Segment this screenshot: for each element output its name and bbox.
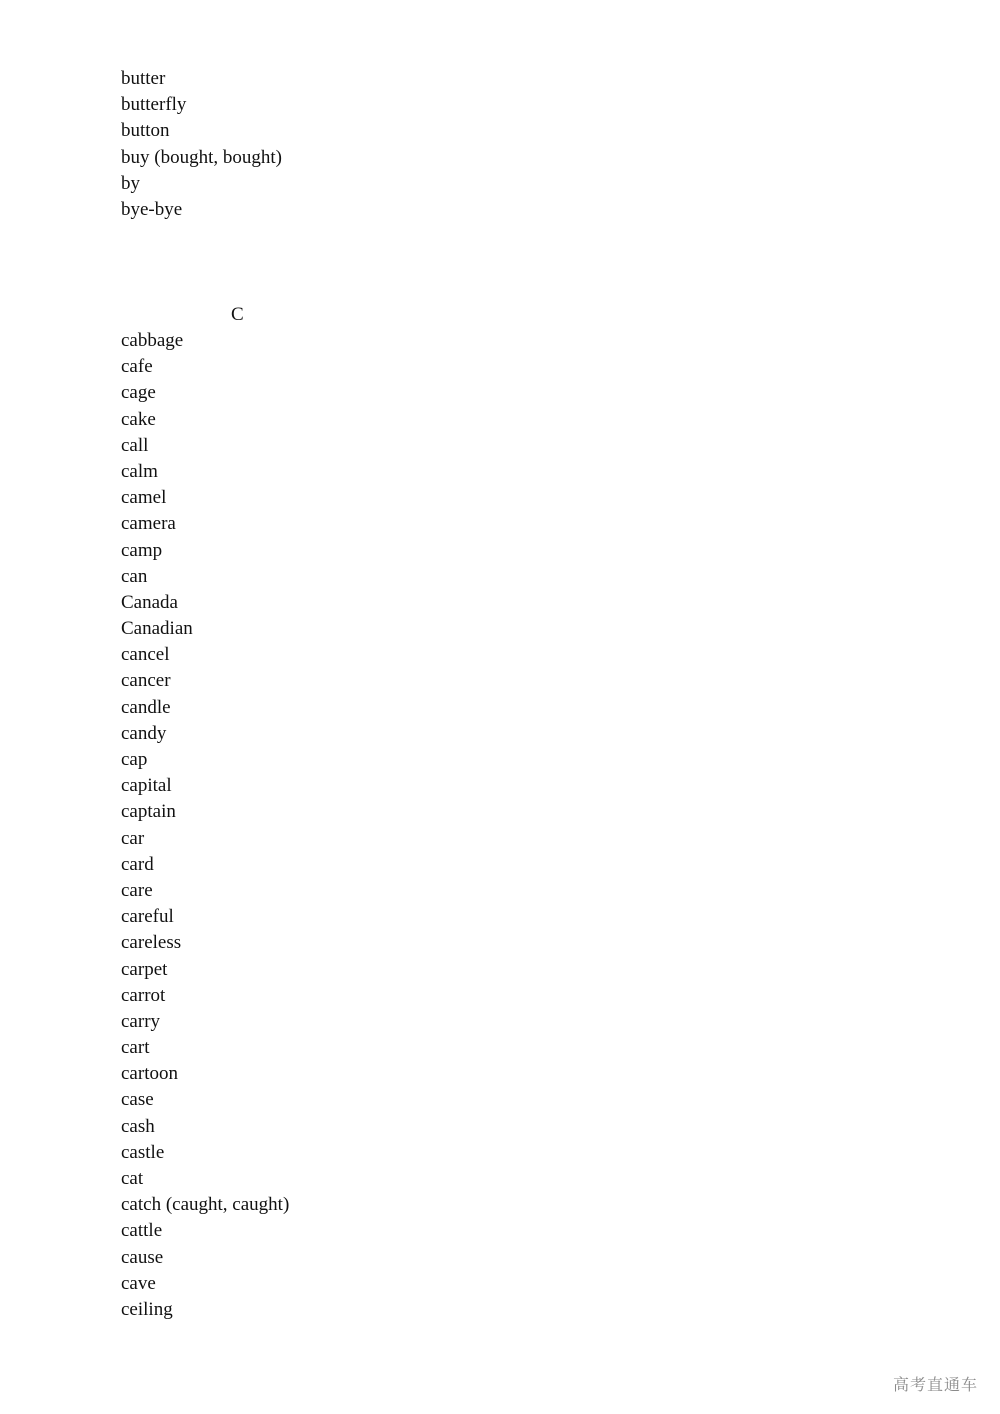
list-item: cabbage	[121, 330, 184, 351]
word-list-b	[121, 66, 282, 223]
list-item: carpet	[121, 958, 168, 980]
list-item: camp	[121, 539, 163, 561]
list-item: captain	[121, 801, 176, 823]
list-item: carrot	[121, 984, 166, 1006]
list-item: careful	[121, 906, 174, 928]
list-item: catch (caught, caught)	[121, 1194, 290, 1216]
list-item: cake	[121, 408, 156, 430]
list-item: calm	[121, 460, 158, 482]
list-item: cancer	[121, 670, 171, 692]
list-item: candle	[121, 696, 171, 718]
watermark: 高考直通车	[892, 1375, 978, 1394]
word-list-c	[121, 328, 289, 1323]
list-item: cart	[121, 1037, 150, 1059]
list-item: carry	[121, 1010, 161, 1032]
list-item: castle	[121, 1141, 165, 1163]
list-item: candy	[121, 722, 167, 744]
list-item: cattle	[121, 1220, 163, 1242]
list-item: buy (bought, bought)	[121, 146, 282, 168]
list-item: cap	[121, 749, 148, 770]
list-item: bye-bye	[121, 198, 183, 220]
list-item: cage	[121, 382, 156, 404]
list-item: by	[121, 172, 140, 194]
list-item: care	[121, 879, 153, 901]
list-item: can	[121, 565, 148, 587]
list-item: call	[121, 434, 149, 456]
list-item: butter	[121, 68, 166, 89]
section-heading-c: C	[231, 304, 244, 325]
list-item: cave	[121, 1272, 156, 1294]
list-item: cafe	[121, 356, 153, 378]
list-item: car	[121, 827, 145, 849]
list-item: cause	[121, 1246, 164, 1268]
list-item: ceiling	[121, 1298, 173, 1320]
list-item: butterfly	[121, 94, 187, 116]
list-item: Canada	[121, 591, 178, 613]
list-item: cat	[121, 1168, 144, 1189]
list-item: camel	[121, 487, 167, 509]
list-item: cartoon	[121, 1063, 178, 1085]
list-item: button	[121, 120, 170, 142]
list-item: card	[121, 853, 154, 875]
list-item: Canadian	[121, 618, 193, 640]
list-item: cancel	[121, 644, 170, 666]
list-item: camera	[121, 513, 176, 535]
list-item: capital	[121, 775, 172, 797]
list-item: careless	[121, 932, 182, 954]
list-item: cash	[121, 1115, 155, 1137]
list-item: case	[121, 1089, 154, 1111]
